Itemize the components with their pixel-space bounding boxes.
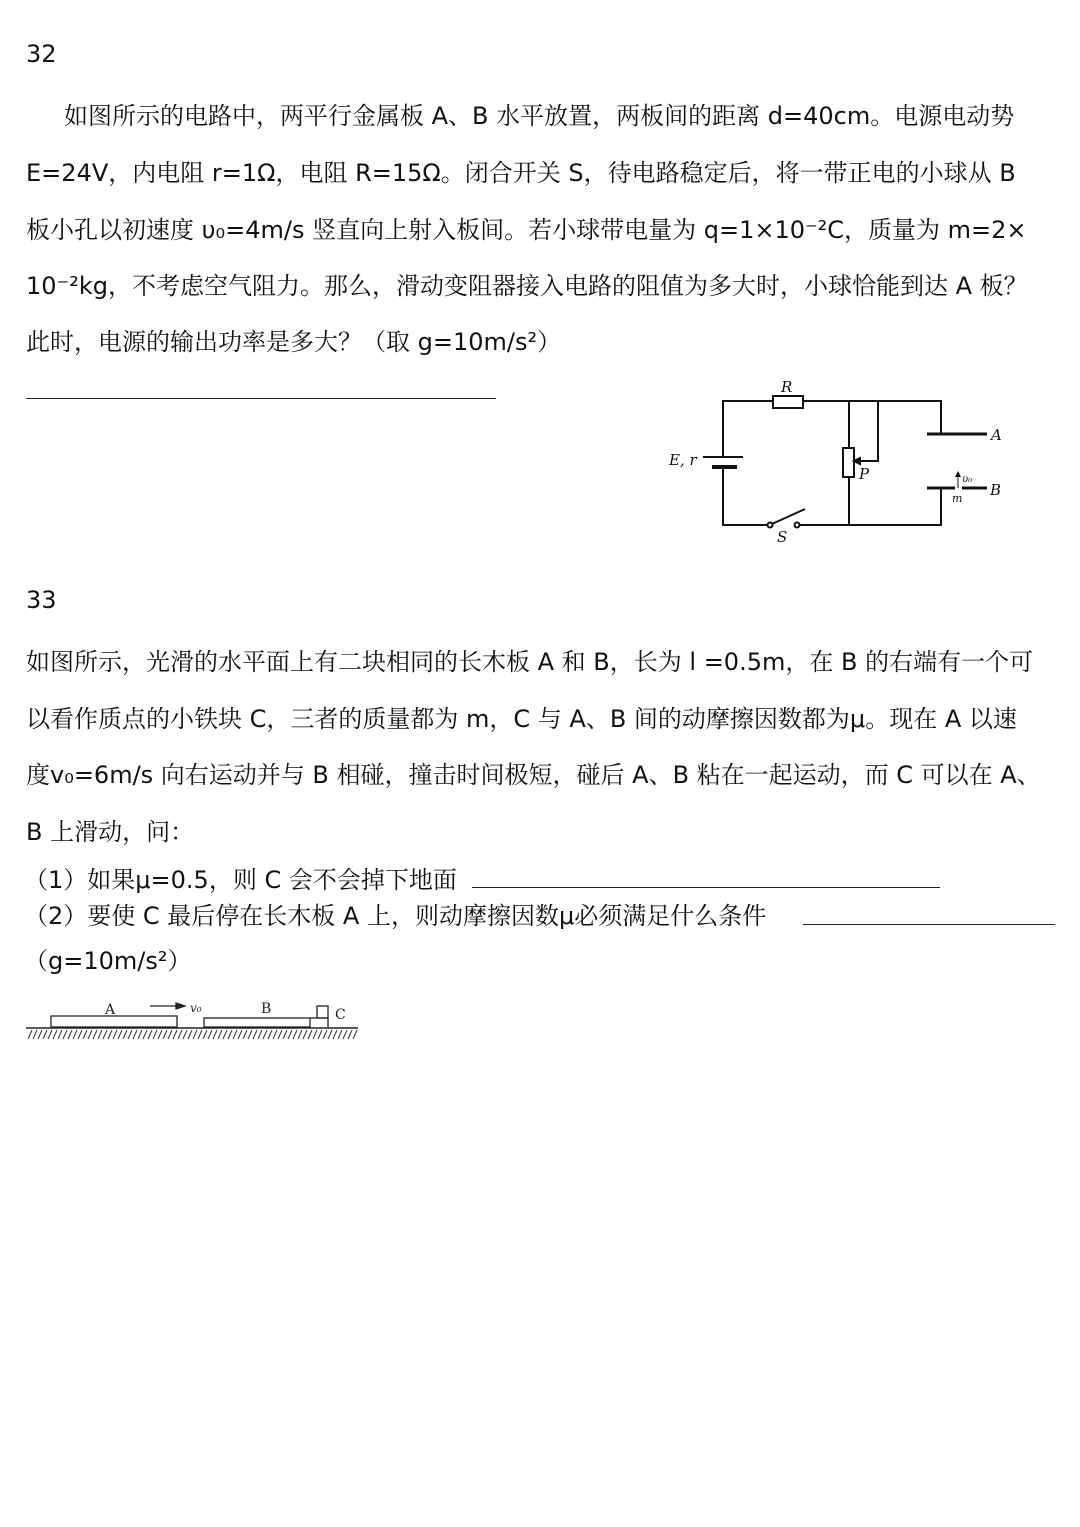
ground-hatch-mark [38,1030,42,1039]
board-B [204,1018,310,1027]
ground-hatch-mark [43,1030,47,1039]
ground-hatch-mark [283,1030,287,1039]
ground-hatch-mark [313,1030,317,1039]
ground-hatch-mark [98,1030,102,1039]
ground-hatch-mark [278,1030,282,1039]
ground-hatch-mark [213,1030,217,1039]
ground-hatch-mark [308,1030,312,1039]
resistor-R [773,396,803,408]
q32-line-4: 10⁻²kg，不考虑空气阻力。那么，滑动变阻器接入电路的阻值为多大时，小球恰能到达 A 板？ [26,272,1028,300]
ground-hatch-mark [163,1030,167,1039]
ground-hatch-mark [103,1030,107,1039]
q33-line-3: 度v₀=6m/s 向右运动并与 B 相碰，撞击时间极短，碰后 A、B 粘在一起运动，而 C 可以在 A、 [26,761,1041,789]
ground-hatch-mark [188,1030,192,1039]
ground-hatch-mark [168,1030,172,1039]
ground-hatch-mark [68,1030,72,1039]
ground-hatch-mark [173,1030,177,1039]
ground-hatch-mark [83,1030,87,1039]
question-32-number: 32 [26,40,57,68]
label-block-B: B [261,1001,272,1017]
label-Er: E, r [669,451,697,469]
ground-hatch-mark [333,1030,337,1039]
ground-hatch-mark [88,1030,92,1039]
q33-answer-line-1 [472,887,940,888]
label-S: S [777,528,788,546]
q32-line-3: 板小孔以初速度 υ₀=4m/s 竖直向上射入板间。若小球带电量为 q=1×10⁻²C，质量为 m=2× [26,216,1027,244]
ground-hatch-mark [233,1030,237,1039]
ground-hatch-mark [63,1030,67,1039]
ground-hatch-mark [153,1030,157,1039]
ground-hatch-mark [248,1030,252,1039]
ground-hatch-mark [108,1030,112,1039]
ground-hatch-mark [178,1030,182,1039]
q33-gravity-note: （g=10m/s²） [24,947,192,975]
label-block-C: C [335,1007,346,1023]
q32-line-1: 如图所示的电路中，两平行金属板 A、B 水平放置，两板间的距离 d=40cm。电源电动势 [64,102,1015,130]
ground-hatch-mark [263,1030,267,1039]
ground-hatch-mark [268,1030,272,1039]
label-v0: υ₀ [962,474,973,485]
ground-hatch-mark [198,1030,202,1039]
ground-hatch-mark [288,1030,292,1039]
label-P: P [859,465,870,483]
ground-hatch-mark [203,1030,207,1039]
ground-hatch-mark [28,1030,32,1039]
ground-hatch-mark [303,1030,307,1039]
label-R: R [781,378,793,396]
label-block-A: A [105,1002,116,1018]
ground-hatch-mark [183,1030,187,1039]
q32-line-2: E=24V，内电阻 r=1Ω，电阻 R=15Ω。闭合开关 S，待电路稳定后，将一带正电的小球从 B [26,159,1016,187]
ground-hatch-mark [138,1030,142,1039]
q32-line-5: 此时，电源的输出功率是多大？（取 g=10m/s²） [26,328,562,356]
ground-hatch-mark [223,1030,227,1039]
rheostat [843,448,854,477]
ground-hatch-mark [93,1030,97,1039]
ground-hatch-mark [323,1030,327,1039]
ground-hatch-mark [143,1030,147,1039]
question-33-number: 33 [26,586,57,614]
ground-hatch-mark [193,1030,197,1039]
ground-hatch-mark [318,1030,322,1039]
q33-line-1: 如图所示，光滑的水平面上有二块相同的长木板 A 和 B，长为 l =0.5m，在 B 的右端有一个可 [26,648,1034,676]
label-B: B [990,481,1002,499]
ground-hatch-mark [128,1030,132,1039]
ground-hatch-mark [53,1030,57,1039]
ground-hatch-mark [158,1030,162,1039]
ground-hatch-mark [293,1030,297,1039]
label-v0-arrow: v₀ [190,1001,202,1015]
block-C [317,1006,328,1018]
ground-hatch-mark [273,1030,277,1039]
q33-line-4: B 上滑动，问： [26,818,195,846]
ground-hatch-mark [48,1030,52,1039]
ground-hatch-mark [78,1030,82,1039]
ground-hatch-mark [113,1030,117,1039]
ground-hatch-mark [238,1030,242,1039]
ground-hatch-mark [58,1030,62,1039]
ground-hatch-mark [338,1030,342,1039]
ground-hatch-mark [343,1030,347,1039]
ground-hatch-mark [218,1030,222,1039]
q33-sub-question-1: （1）如果μ=0.5，则 C 会不会掉下地面 [24,866,457,894]
ground-hatch-mark [33,1030,37,1039]
ground-hatch-mark [348,1030,352,1039]
ground-hatch-mark [353,1030,357,1039]
ground-hatch-mark [123,1030,127,1039]
ground-hatch-mark [118,1030,122,1039]
circuit-diagram [703,396,987,528]
ground-hatch-mark [253,1030,257,1039]
ground-hatch-mark [228,1030,232,1039]
ground-hatch-mark [208,1030,212,1039]
ground-hatch-mark [328,1030,332,1039]
q33-line-2: 以看作质点的小铁块 C，三者的质量都为 m，C 与 A、B 间的动摩擦因数都为μ。现在 A 以速 [26,705,1017,733]
q33-answer-line-2 [803,924,1055,925]
ground-hatch-mark [258,1030,262,1039]
ground-hatch-mark [73,1030,77,1039]
ground-hatch-mark [298,1030,302,1039]
q33-sub-question-2: （2）要使 C 最后停在长木板 A 上，则动摩擦因数μ必须满足什么条件 [24,902,767,930]
ground-hatch-mark [243,1030,247,1039]
ground-hatch-mark [148,1030,152,1039]
label-A: A [991,426,1002,444]
label-m: m [952,492,963,505]
ground-hatch-mark [133,1030,137,1039]
